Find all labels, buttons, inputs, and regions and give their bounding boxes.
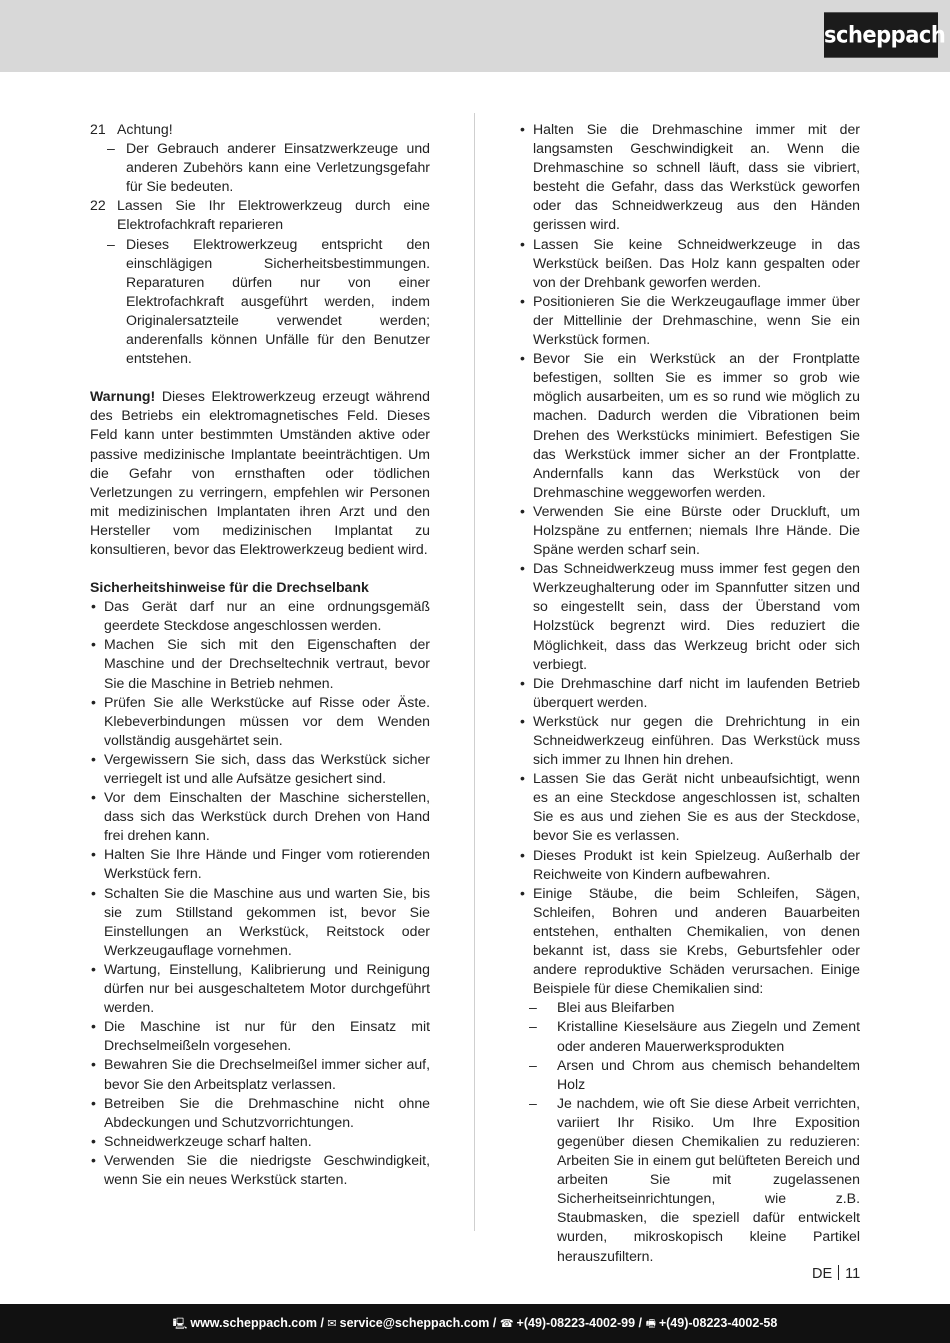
header-band <box>0 0 950 72</box>
bullet-marker: • <box>520 350 525 367</box>
bullet-marker: • <box>520 770 525 787</box>
column-divider <box>474 113 475 1231</box>
list-item <box>519 235 860 292</box>
bullet-marker: • <box>91 1056 96 1073</box>
footer-bar <box>0 1304 950 1343</box>
sub-list-item <box>519 1056 860 1094</box>
item-21 <box>90 120 430 139</box>
list-item <box>90 884 430 960</box>
list-item-text: Vor dem Einschalten der Maschine sicherstellen, dass sich das Werkstück durch Drehen von Hand frei drehen kann. <box>104 789 430 844</box>
bullet-marker: • <box>520 121 525 137</box>
list-item <box>519 120 860 235</box>
list-item <box>90 1094 430 1132</box>
bullet-marker: • <box>520 560 525 577</box>
list-item-text: Positionieren Sie die Werkzeugauflage immer über der Mittellinie der Drehmaschine, wenn Sie ein Werkstück formen. <box>533 292 860 348</box>
bullet-marker: • <box>520 846 525 863</box>
bullet-marker: • <box>520 235 525 252</box>
email-icon: ✉ <box>327 1318 337 1330</box>
right-column <box>519 120 860 1266</box>
list-item <box>519 846 860 884</box>
list-item-text: Das Schneidwerkzeug muss immer fest gegen den Werkzeughalterung oder im Spannfutter sitzen und so eingestellt sein, dass der Überstand vom Holzstück begrenzt wird. Dies reduziert die Möglichkeit, dass das Werkzeug bricht oder sich verbiegt. <box>533 560 860 672</box>
list-item-text: Werkstück nur gegen die Drehrichtung in ein Schneidwerkzeug einführen. Das Werkstück muss sich immer zu Ihnen hin drehen. <box>533 712 860 768</box>
footer-separator: / <box>635 1316 646 1330</box>
list-item <box>90 750 430 788</box>
dash-marker: – <box>529 1094 537 1111</box>
list-item <box>90 1151 430 1189</box>
list-item <box>519 712 860 769</box>
warning-label: Warnung! <box>90 388 156 405</box>
sub-list-item-text: Kristalline Kieselsäure aus Ziegeln und Zement oder anderen Mauerwerksprodukten <box>557 1018 860 1054</box>
item-number: 22 <box>90 197 106 214</box>
left-column <box>90 120 430 1189</box>
sub-list-item <box>519 998 860 1017</box>
footer-fax: +(49)-08223-4002-58 <box>658 1316 778 1330</box>
item-22 <box>90 196 430 234</box>
list-item-text: Halten Sie Ihre Hände und Finger vom rotierenden Werkstück fern. <box>104 846 430 882</box>
list-item-text: Halten Sie die Drehmaschine immer mit der langsamsten Geschwindigkeit an. Wenn die Drehmaschine so schnell läuft, dass sie vibriert, besteht die Gefahr, dass das Werkstück geworfen oder das Schneidwerkzeug aus den Händen gerissen wird. <box>533 121 860 233</box>
list-item <box>519 349 860 502</box>
item-title: Lassen Sie Ihr Elektrowerkzeug durch eine Elektrofachkraft reparieren <box>117 197 430 233</box>
list-item-text: Bewahren Sie die Drechselmeißel immer sicher auf, bevor Sie den Arbeitsplatz verlassen. <box>104 1056 430 1092</box>
list-item-text: Betreiben Sie die Drehmaschine nicht ohne Abdeckungen und Schutzvorrichtungen. <box>104 1094 430 1130</box>
item-detail-text: Dieses Elektrowerkzeug entspricht den einschlägigen Sicherheitsbestimmungen. Reparaturen dürfen nur von einer Elektrofachkraft ausgeführt werden, indem Originalersatzteile verwendet werden; anderenfalls können Unfälle für den Benutzer entstehen. <box>126 235 430 367</box>
list-item-text: Die Drehmaschine darf nicht im laufenden Betrieb überquert werden. <box>533 674 860 710</box>
sub-list-item-text: Je nachdem, wie oft Sie diese Arbeit verrichten, variiert Ihr Risiko. Um Ihre Exposition gegenüber diesen Chemikalien zu reduzieren: Arbeiten Sie in einem gut belüfteten Bereich und arbeiten Sie mit zugelassenen Sicherheitseinrichtungen, wie z.B. Staubmasken, die speziell dafür entwickelt wurden, mikroskopisch kleine Partikel herauszufiltern. <box>557 1094 860 1264</box>
list-item-text: Das Gerät darf nur an eine ordnungsgemäß geerdete Steckdose angeschlossen werden. <box>104 598 430 634</box>
list-item-text: Schneidwerkzeuge scharf halten. <box>104 1132 312 1149</box>
sub-list-item-text: Arsen und Chrom aus chemisch behandeltem Holz <box>557 1056 860 1092</box>
phone-icon: ☎ <box>499 1318 514 1330</box>
bullet-marker: • <box>91 1018 96 1035</box>
bullet-marker: • <box>91 693 96 710</box>
computer-icon: 🖳 <box>172 1318 188 1330</box>
bullet-marker: • <box>91 1132 96 1149</box>
list-item <box>90 1132 430 1151</box>
list-item <box>519 559 860 674</box>
dash-marker: – <box>529 999 537 1016</box>
bullet-marker: • <box>91 884 96 901</box>
sub-list-item-text: Blei aus Bleifarben <box>557 999 675 1016</box>
sub-list-item <box>519 1017 860 1055</box>
list-item-text: Dieses Produkt ist kein Spielzeug. Außerhalb der Reichweite von Kindern aufbewahren. <box>533 846 860 882</box>
list-item <box>519 502 860 559</box>
list-item <box>90 1017 430 1055</box>
list-item <box>90 960 430 1017</box>
warning-paragraph <box>90 387 430 559</box>
list-item-text: Wartung, Einstellung, Kalibrierung und Reinigung dürfen nur bei ausgeschaltetem Motor durchgeführt werden. <box>104 960 430 1016</box>
section-heading: Sicherheitshinweise für die Drechselbank <box>90 579 369 596</box>
spacer <box>90 368 430 387</box>
list-item <box>519 674 860 712</box>
list-item-text: Verwenden Sie die niedrigste Geschwindigkeit, wenn Sie ein neues Werkstück starten. <box>104 1151 430 1187</box>
list-item-text: Verwenden Sie eine Bürste oder Druckluft, um Holzspäne zu entfernen; niemals Ihre Hände. Die Späne werden scharf sein. <box>533 502 860 558</box>
list-item <box>90 635 430 692</box>
list-item-text: Einige Stäube, die beim Schleifen, Sägen, Schleifen, Bohren und anderen Bauarbeiten entstehen, enthalten Chemikalien, von denen bekannt ist, dass sie Krebs, Geburtsfehler oder andere reproduktive Schäden verursachen. Einige Beispiele für diese Chemikalien sind: <box>533 884 860 997</box>
bullet-marker: • <box>91 598 96 615</box>
lathe-safety-list <box>90 597 430 1189</box>
dash-marker: – <box>529 1056 537 1073</box>
list-item-text: Vergewissern Sie sich, dass das Werkstück sicher verriegelt ist und alle Aufsätze gesichert sind. <box>104 750 430 786</box>
sub-list-item <box>519 1094 860 1266</box>
dash-marker: – <box>529 1018 537 1035</box>
bullet-marker: • <box>91 1094 96 1111</box>
page-number-divider <box>838 1265 839 1280</box>
list-item-text: Schalten Sie die Maschine aus und warten Sie, bis sie zum Stillstand gekommen ist, bevor Sie Einstellungen an Werkstück, Reitstock oder Werkzeugauflage vornehmen. <box>104 884 430 958</box>
list-item-text: Machen Sie sich mit den Eigenschaften der Maschine und der Drechseltechnik vertraut, bevor Sie die Maschine in Betrieb nehmen. <box>104 636 430 691</box>
footer-separator: / <box>489 1316 500 1330</box>
list-item <box>90 1055 430 1093</box>
bullet-marker: • <box>91 789 96 806</box>
dash-marker: – <box>107 235 115 252</box>
page-number-value: 11 <box>845 1266 861 1282</box>
list-item-text: Prüfen Sie alle Werkstücke auf Risse oder Äste. Klebeverbindungen müssen vor dem Wenden vollständig ausgehärtet sein. <box>104 693 430 748</box>
list-item-text: Bevor Sie ein Werkstück an der Frontplatte befestigen, sollten Sie es immer so grob wie möglich ausarbeiten, um es so rund wie möglich zu machen. Dadurch werden die Vibrationen beim Drehen des Werkstücks minimiert. Befestigen Sie das Werkstück immer sicher an der Frontplatte. Andernfalls kann das Werkstück von der Drehmaschine weggeworfen werden. <box>533 350 860 500</box>
list-item <box>90 597 430 635</box>
page-language: DE <box>812 1266 833 1282</box>
list-item-text: Lassen Sie das Gerät nicht unbeaufsichtigt, wenn es an eine Steckdose angeschlossen ist, schalten Sie es aus und ziehen Sie es aus der Steckdose, bevor Sie es verlassen. <box>533 770 860 844</box>
list-item <box>90 845 430 883</box>
brand-logo: scheppach <box>824 12 938 57</box>
bullet-marker: • <box>91 960 96 977</box>
bullet-marker: • <box>91 750 96 767</box>
bullet-marker: • <box>520 884 525 901</box>
item-number: 21 <box>90 121 106 137</box>
bullet-marker: • <box>91 1151 96 1168</box>
bullet-marker: • <box>520 712 525 729</box>
footer-email[interactable]: service@scheppach.com <box>339 1316 490 1330</box>
bullet-marker: • <box>91 846 96 863</box>
list-item-text: Lassen Sie keine Schneidwerkzeuge in das Werkstück beißen. Das Holz kann gespalten oder von der Drehbank geworfen werden. <box>533 235 860 290</box>
footer-website[interactable]: www.scheppach.com <box>190 1316 317 1330</box>
list-item <box>519 292 860 349</box>
item-22-detail <box>90 235 430 369</box>
fax-icon: 🖷 <box>645 1318 656 1330</box>
dash-marker: – <box>107 140 115 157</box>
item-detail-text: Der Gebrauch anderer Einsatzwerkzeuge und anderen Zubehörs kann eine Verletzungsgefahr für Sie bedeuten. <box>126 140 430 195</box>
bullet-marker: • <box>520 674 525 691</box>
item-21-detail <box>90 139 430 196</box>
item-title: Achtung! <box>117 121 173 137</box>
list-item <box>90 788 430 845</box>
bullet-marker: • <box>520 292 525 309</box>
list-item-text: Die Maschine ist nur für den Einsatz mit Drechselmeißeln vorgesehen. <box>104 1018 430 1054</box>
page-number <box>812 1265 860 1282</box>
list-item <box>519 884 860 999</box>
list-item <box>90 693 430 750</box>
bullet-marker: • <box>520 502 525 519</box>
warning-text: Dieses Elektrowerkzeug erzeugt während des Betriebs ein elektromagnetisches Feld. Dieses Feld kann unter bestimmten Umständen aktive oder passive medizinische Implantate beeinträchtigen. Um die Gefahr von ernsthaften oder tödlichen Verletzungen zu verringern, empfehlen wir Personen mit medizinischen Implantaten ihren Arzt und den Hersteller vom medizinischen Implantat zu konsultieren, bevor das Elektrowerkzeug bedient wird. <box>90 388 430 557</box>
footer-separator: / <box>317 1316 328 1330</box>
footer-phone: +(49)-08223-4002-99 <box>516 1316 636 1330</box>
list-item <box>519 769 860 845</box>
bullet-marker: • <box>91 636 96 653</box>
spacer <box>90 559 430 578</box>
